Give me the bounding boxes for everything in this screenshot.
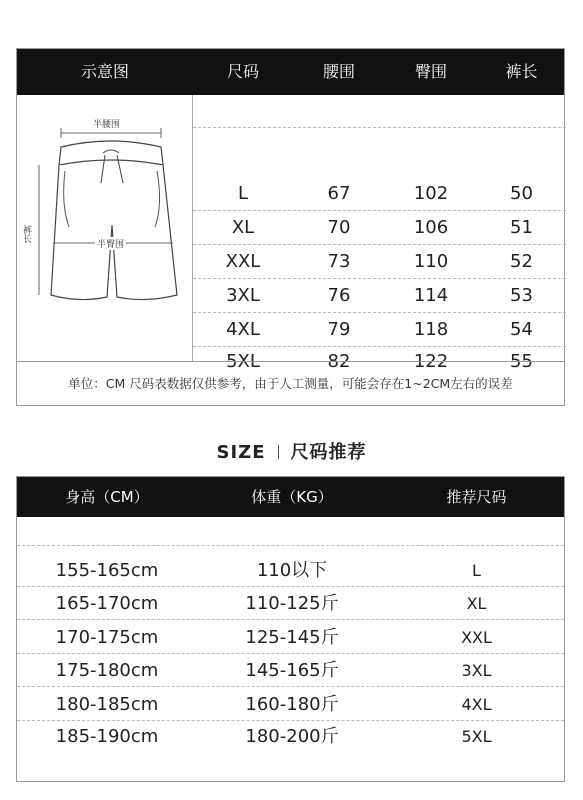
header-size: 尺码 (226, 62, 259, 81)
cell-length: 54 (510, 319, 533, 340)
cell-length: 52 (510, 251, 533, 272)
table-row (193, 313, 566, 347)
table-row (17, 554, 564, 587)
table-row (17, 621, 564, 654)
title-separator (278, 445, 279, 459)
shorts-diagram (17, 95, 193, 361)
cell-weight: 180-200斤 (245, 726, 339, 747)
cell-size: XL (466, 594, 487, 613)
cell-size: 3XL (461, 661, 492, 680)
header-recommended-size: 推荐尺码 (446, 488, 507, 506)
cell-size: L (472, 561, 481, 580)
cell-waist: 76 (327, 285, 351, 306)
cell-waist: 73 (327, 251, 351, 272)
diagram-label-hip: 半臀围 (95, 237, 126, 250)
header-diagram: 示意图 (80, 62, 129, 81)
row-divider (17, 545, 564, 546)
cell-size: XXL (225, 251, 261, 272)
cell-size: 5XL (461, 727, 492, 746)
table-row (17, 688, 564, 721)
cell-weight: 145-165斤 (245, 660, 339, 681)
measurement-note: 单位：CM 尺码表数据仅供参考，由于人工测量，可能会存在1~2CM左右的误差 (17, 361, 564, 406)
recommend-header (17, 477, 564, 517)
cell-hip: 110 (413, 251, 449, 272)
cell-hip: 122 (413, 351, 449, 372)
header-hip: 臀围 (414, 62, 447, 81)
cell-hip: 102 (413, 183, 449, 204)
size-recommend-table (16, 476, 565, 782)
cell-hip: 114 (413, 285, 449, 306)
row-divider (193, 127, 566, 128)
cell-size: 4XL (226, 319, 260, 340)
cell-height: 175-180cm (55, 660, 159, 681)
header-weight: 体重（KG） (251, 488, 333, 506)
cell-size: 3XL (226, 285, 260, 306)
size-chart-header (17, 49, 564, 95)
cell-length: 50 (510, 183, 533, 204)
recommend-section-title (0, 438, 583, 464)
title-size-label: SIZE (216, 442, 266, 463)
cell-hip: 118 (413, 319, 449, 340)
cell-height: 185-190cm (55, 726, 159, 747)
table-row (193, 177, 566, 211)
cell-weight: 160-180斤 (245, 694, 339, 715)
cell-waist: 79 (327, 319, 351, 340)
cell-weight: 125-145斤 (245, 627, 339, 648)
header-length: 裤长 (505, 62, 538, 81)
cell-size: XL (231, 217, 255, 238)
cell-height: 180-185cm (55, 694, 159, 715)
cell-length: 53 (510, 285, 533, 306)
size-chart-table (16, 48, 565, 406)
table-row (17, 654, 564, 687)
cell-weight: 110-125斤 (245, 593, 339, 614)
cell-size: 4XL (461, 695, 492, 714)
diagram-label-waist: 半腰围 (93, 120, 121, 130)
cell-size: 5XL (226, 351, 260, 372)
shorts-outline-icon (17, 95, 193, 361)
title-recommend-label: 尺码推荐 (290, 442, 367, 463)
cell-length: 55 (510, 351, 533, 372)
table-row (193, 279, 566, 313)
table-row (193, 245, 566, 279)
header-height: 身高（CM） (65, 488, 149, 506)
size-chart-body (193, 95, 566, 372)
cell-size: L (237, 183, 249, 204)
cell-hip: 106 (413, 217, 449, 238)
cell-weight: 110以下 (256, 560, 328, 581)
cell-waist: 82 (327, 351, 351, 372)
table-row (193, 211, 566, 245)
cell-waist: 67 (327, 183, 351, 204)
table-row (17, 587, 564, 620)
cell-size: XXL (461, 628, 492, 647)
cell-waist: 70 (327, 217, 351, 238)
cell-height: 165-170cm (55, 593, 159, 614)
header-waist: 腰围 (322, 62, 355, 81)
cell-height: 155-165cm (55, 560, 159, 581)
diagram-label-length: 裤长 (21, 225, 31, 243)
cell-length: 51 (510, 217, 533, 238)
cell-height: 170-175cm (55, 627, 159, 648)
table-row (17, 720, 564, 753)
